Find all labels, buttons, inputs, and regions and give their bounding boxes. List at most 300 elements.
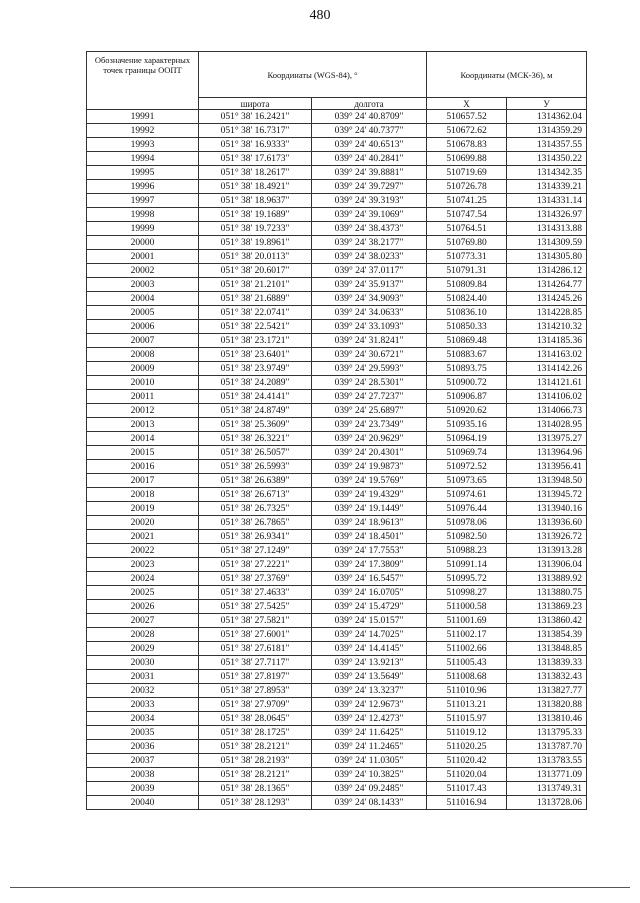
table-row bbox=[87, 600, 587, 614]
latitude-cell: 051° 38' 27.8953" bbox=[199, 684, 312, 698]
y-cell: 1313964.96 bbox=[507, 446, 587, 460]
y-cell: 1314142.26 bbox=[507, 362, 587, 376]
y-cell: 1314163.02 bbox=[507, 348, 587, 362]
y-cell: 1314245.26 bbox=[507, 292, 587, 306]
table-row bbox=[87, 110, 587, 124]
latitude-cell: 051° 38' 20.6017" bbox=[199, 264, 312, 278]
x-cell: 511002.17 bbox=[427, 628, 507, 642]
longitude-cell: 039° 24' 19.4329" bbox=[312, 488, 427, 502]
latitude-cell: 051° 38' 28.1725" bbox=[199, 726, 312, 740]
longitude-cell: 039° 24' 34.9093" bbox=[312, 292, 427, 306]
y-cell: 1313848.85 bbox=[507, 642, 587, 656]
point-id-cell: 19993 bbox=[87, 138, 199, 152]
table-row bbox=[87, 572, 587, 586]
latitude-cell: 051° 38' 28.2121" bbox=[199, 768, 312, 782]
longitude-cell: 039° 24' 25.6897" bbox=[312, 404, 427, 418]
latitude-cell: 051° 38' 19.1689" bbox=[199, 208, 312, 222]
table-row bbox=[87, 474, 587, 488]
x-cell: 510719.69 bbox=[427, 166, 507, 180]
y-cell: 1314339.21 bbox=[507, 180, 587, 194]
longitude-cell: 039° 24' 17.3809" bbox=[312, 558, 427, 572]
y-cell: 1314305.80 bbox=[507, 250, 587, 264]
latitude-cell: 051° 38' 27.6001" bbox=[199, 628, 312, 642]
latitude-cell: 051° 38' 28.2193" bbox=[199, 754, 312, 768]
longitude-cell: 039° 24' 16.0705" bbox=[312, 586, 427, 600]
latitude-cell: 051° 38' 26.5057" bbox=[199, 446, 312, 460]
point-id-cell: 20030 bbox=[87, 656, 199, 670]
table-row bbox=[87, 124, 587, 138]
point-id-cell: 20032 bbox=[87, 684, 199, 698]
table-row bbox=[87, 670, 587, 684]
x-cell: 510883.67 bbox=[427, 348, 507, 362]
x-cell: 510988.23 bbox=[427, 544, 507, 558]
point-id-cell: 20017 bbox=[87, 474, 199, 488]
y-cell: 1313913.28 bbox=[507, 544, 587, 558]
x-cell: 510869.48 bbox=[427, 334, 507, 348]
table-row bbox=[87, 740, 587, 754]
point-id-cell: 20026 bbox=[87, 600, 199, 614]
longitude-cell: 039° 24' 13.5649" bbox=[312, 670, 427, 684]
point-id-cell: 20000 bbox=[87, 236, 199, 250]
x-cell: 511013.21 bbox=[427, 698, 507, 712]
x-cell: 511000.58 bbox=[427, 600, 507, 614]
x-cell: 510672.62 bbox=[427, 124, 507, 138]
latitude-cell: 051° 38' 25.3609" bbox=[199, 418, 312, 432]
table-row bbox=[87, 726, 587, 740]
point-id-cell: 20037 bbox=[87, 754, 199, 768]
table-row bbox=[87, 278, 587, 292]
longitude-cell: 039° 24' 20.4301" bbox=[312, 446, 427, 460]
x-cell: 510726.78 bbox=[427, 180, 507, 194]
latitude-cell: 051° 38' 17.6173" bbox=[199, 152, 312, 166]
longitude-cell: 039° 24' 40.8709" bbox=[312, 110, 427, 124]
y-cell: 1314210.32 bbox=[507, 320, 587, 334]
latitude-cell: 051° 38' 27.2221" bbox=[199, 558, 312, 572]
point-id-cell: 20007 bbox=[87, 334, 199, 348]
latitude-cell: 051° 38' 26.5993" bbox=[199, 460, 312, 474]
latitude-cell: 051° 38' 18.2617" bbox=[199, 166, 312, 180]
x-cell: 511019.12 bbox=[427, 726, 507, 740]
x-cell: 511020.25 bbox=[427, 740, 507, 754]
longitude-cell: 039° 24' 17.7553" bbox=[312, 544, 427, 558]
y-cell: 1313936.60 bbox=[507, 516, 587, 530]
x-cell: 511001.69 bbox=[427, 614, 507, 628]
x-cell: 510850.33 bbox=[427, 320, 507, 334]
header-x: X bbox=[427, 98, 507, 110]
x-cell: 511015.97 bbox=[427, 712, 507, 726]
longitude-cell: 039° 24' 19.5769" bbox=[312, 474, 427, 488]
longitude-cell: 039° 24' 38.2177" bbox=[312, 236, 427, 250]
latitude-cell: 051° 38' 27.9709" bbox=[199, 698, 312, 712]
table-row bbox=[87, 502, 587, 516]
longitude-cell: 039° 24' 39.1069" bbox=[312, 208, 427, 222]
point-id-cell: 20021 bbox=[87, 530, 199, 544]
y-cell: 1313749.31 bbox=[507, 782, 587, 796]
table-row bbox=[87, 544, 587, 558]
latitude-cell: 051° 38' 27.6181" bbox=[199, 642, 312, 656]
point-id-cell: 20012 bbox=[87, 404, 199, 418]
table-row bbox=[87, 614, 587, 628]
y-cell: 1314121.61 bbox=[507, 376, 587, 390]
table-row bbox=[87, 180, 587, 194]
y-cell: 1314357.55 bbox=[507, 138, 587, 152]
x-cell: 511020.04 bbox=[427, 768, 507, 782]
point-id-cell: 20034 bbox=[87, 712, 199, 726]
y-cell: 1313728.06 bbox=[507, 796, 587, 810]
y-cell: 1314326.97 bbox=[507, 208, 587, 222]
table-row bbox=[87, 236, 587, 250]
table-row bbox=[87, 348, 587, 362]
latitude-cell: 051° 38' 23.9749" bbox=[199, 362, 312, 376]
x-cell: 510978.06 bbox=[427, 516, 507, 530]
x-cell: 510824.40 bbox=[427, 292, 507, 306]
latitude-cell: 051° 38' 24.8749" bbox=[199, 404, 312, 418]
y-cell: 1314264.77 bbox=[507, 278, 587, 292]
table-row bbox=[87, 138, 587, 152]
latitude-cell: 051° 38' 27.5425" bbox=[199, 600, 312, 614]
table-row bbox=[87, 362, 587, 376]
table-row bbox=[87, 558, 587, 572]
longitude-cell: 039° 24' 37.0117" bbox=[312, 264, 427, 278]
longitude-cell: 039° 24' 19.1449" bbox=[312, 502, 427, 516]
table-row bbox=[87, 418, 587, 432]
y-cell: 1313839.33 bbox=[507, 656, 587, 670]
table-row bbox=[87, 320, 587, 334]
y-cell: 1314028.95 bbox=[507, 418, 587, 432]
x-cell: 510809.84 bbox=[427, 278, 507, 292]
latitude-cell: 051° 38' 16.2421" bbox=[199, 110, 312, 124]
latitude-cell: 051° 38' 26.7865" bbox=[199, 516, 312, 530]
x-cell: 511017.43 bbox=[427, 782, 507, 796]
y-cell: 1314185.36 bbox=[507, 334, 587, 348]
x-cell: 510974.61 bbox=[427, 488, 507, 502]
point-id-cell: 19994 bbox=[87, 152, 199, 166]
point-id-cell: 20027 bbox=[87, 614, 199, 628]
longitude-cell: 039° 24' 18.9613" bbox=[312, 516, 427, 530]
longitude-cell: 039° 24' 33.1093" bbox=[312, 320, 427, 334]
x-cell: 510969.74 bbox=[427, 446, 507, 460]
y-cell: 1314066.73 bbox=[507, 404, 587, 418]
latitude-cell: 051° 38' 24.4141" bbox=[199, 390, 312, 404]
point-id-cell: 20015 bbox=[87, 446, 199, 460]
longitude-cell: 039° 24' 39.7297" bbox=[312, 180, 427, 194]
point-id-cell: 20010 bbox=[87, 376, 199, 390]
longitude-cell: 039° 24' 38.0233" bbox=[312, 250, 427, 264]
longitude-cell: 039° 24' 28.5301" bbox=[312, 376, 427, 390]
x-cell: 510973.65 bbox=[427, 474, 507, 488]
y-cell: 1314359.29 bbox=[507, 124, 587, 138]
y-cell: 1314309.59 bbox=[507, 236, 587, 250]
longitude-cell: 039° 24' 40.7377" bbox=[312, 124, 427, 138]
point-id-cell: 20016 bbox=[87, 460, 199, 474]
x-cell: 510972.52 bbox=[427, 460, 507, 474]
point-id-cell: 20024 bbox=[87, 572, 199, 586]
point-id-cell: 20006 bbox=[87, 320, 199, 334]
point-id-cell: 20020 bbox=[87, 516, 199, 530]
table-row bbox=[87, 642, 587, 656]
table-row bbox=[87, 684, 587, 698]
point-id-cell: 20008 bbox=[87, 348, 199, 362]
bottom-rule bbox=[10, 887, 630, 888]
x-cell: 510991.14 bbox=[427, 558, 507, 572]
latitude-cell: 051° 38' 23.6401" bbox=[199, 348, 312, 362]
point-id-cell: 20002 bbox=[87, 264, 199, 278]
latitude-cell: 051° 38' 16.7317" bbox=[199, 124, 312, 138]
point-id-cell: 19996 bbox=[87, 180, 199, 194]
x-cell: 510791.31 bbox=[427, 264, 507, 278]
y-cell: 1313783.55 bbox=[507, 754, 587, 768]
point-id-cell: 20014 bbox=[87, 432, 199, 446]
y-cell: 1313926.72 bbox=[507, 530, 587, 544]
latitude-cell: 051° 38' 24.2089" bbox=[199, 376, 312, 390]
latitude-cell: 051° 38' 22.5421" bbox=[199, 320, 312, 334]
x-cell: 510764.51 bbox=[427, 222, 507, 236]
longitude-cell: 039° 24' 39.8881" bbox=[312, 166, 427, 180]
table-row bbox=[87, 516, 587, 530]
longitude-cell: 039° 24' 14.7025" bbox=[312, 628, 427, 642]
latitude-cell: 051° 38' 27.1249" bbox=[199, 544, 312, 558]
point-id-cell: 19999 bbox=[87, 222, 199, 236]
table-row bbox=[87, 796, 587, 810]
y-cell: 1313832.43 bbox=[507, 670, 587, 684]
point-id-cell: 20039 bbox=[87, 782, 199, 796]
point-id-cell: 20003 bbox=[87, 278, 199, 292]
y-cell: 1314286.12 bbox=[507, 264, 587, 278]
y-cell: 1313771.09 bbox=[507, 768, 587, 782]
table-row bbox=[87, 166, 587, 180]
latitude-cell: 051° 38' 23.1721" bbox=[199, 334, 312, 348]
longitude-cell: 039° 24' 18.4501" bbox=[312, 530, 427, 544]
latitude-cell: 051° 38' 28.0645" bbox=[199, 712, 312, 726]
latitude-cell: 051° 38' 18.4921" bbox=[199, 180, 312, 194]
longitude-cell: 039° 24' 23.7349" bbox=[312, 418, 427, 432]
x-cell: 510982.50 bbox=[427, 530, 507, 544]
x-cell: 510769.80 bbox=[427, 236, 507, 250]
longitude-cell: 039° 24' 20.9629" bbox=[312, 432, 427, 446]
longitude-cell: 039° 24' 15.0157" bbox=[312, 614, 427, 628]
latitude-cell: 051° 38' 18.9637" bbox=[199, 194, 312, 208]
latitude-cell: 051° 38' 26.6713" bbox=[199, 488, 312, 502]
table-row bbox=[87, 782, 587, 796]
y-cell: 1313787.70 bbox=[507, 740, 587, 754]
x-cell: 510657.52 bbox=[427, 110, 507, 124]
longitude-cell: 039° 24' 15.4729" bbox=[312, 600, 427, 614]
x-cell: 510995.72 bbox=[427, 572, 507, 586]
y-cell: 1313860.42 bbox=[507, 614, 587, 628]
header-latitude: широта bbox=[199, 98, 312, 110]
table-row bbox=[87, 488, 587, 502]
point-id-cell: 20013 bbox=[87, 418, 199, 432]
latitude-cell: 051° 38' 26.7325" bbox=[199, 502, 312, 516]
latitude-cell: 051° 38' 19.7233" bbox=[199, 222, 312, 236]
point-id-cell: 19991 bbox=[87, 110, 199, 124]
longitude-cell: 039° 24' 31.8241" bbox=[312, 334, 427, 348]
y-cell: 1313854.39 bbox=[507, 628, 587, 642]
latitude-cell: 051° 38' 27.4633" bbox=[199, 586, 312, 600]
point-id-cell: 20001 bbox=[87, 250, 199, 264]
y-cell: 1314106.02 bbox=[507, 390, 587, 404]
point-id-cell: 20018 bbox=[87, 488, 199, 502]
point-id-cell: 20022 bbox=[87, 544, 199, 558]
table-row bbox=[87, 250, 587, 264]
x-cell: 511020.42 bbox=[427, 754, 507, 768]
x-cell: 510976.44 bbox=[427, 502, 507, 516]
longitude-cell: 039° 24' 40.2841" bbox=[312, 152, 427, 166]
latitude-cell: 051° 38' 19.8961" bbox=[199, 236, 312, 250]
table-row bbox=[87, 264, 587, 278]
longitude-cell: 039° 24' 40.6513" bbox=[312, 138, 427, 152]
y-cell: 1314362.04 bbox=[507, 110, 587, 124]
longitude-cell: 039° 24' 16.5457" bbox=[312, 572, 427, 586]
y-cell: 1313795.33 bbox=[507, 726, 587, 740]
y-cell: 1313810.46 bbox=[507, 712, 587, 726]
longitude-cell: 039° 24' 27.7237" bbox=[312, 390, 427, 404]
longitude-cell: 039° 24' 30.6721" bbox=[312, 348, 427, 362]
longitude-cell: 039° 24' 39.3193" bbox=[312, 194, 427, 208]
x-cell: 511016.94 bbox=[427, 796, 507, 810]
x-cell: 510773.31 bbox=[427, 250, 507, 264]
longitude-cell: 039° 24' 38.4373" bbox=[312, 222, 427, 236]
y-cell: 1314342.35 bbox=[507, 166, 587, 180]
y-cell: 1313880.75 bbox=[507, 586, 587, 600]
table-row bbox=[87, 712, 587, 726]
longitude-cell: 039° 24' 08.1433" bbox=[312, 796, 427, 810]
point-id-cell: 20025 bbox=[87, 586, 199, 600]
latitude-cell: 051° 38' 27.7117" bbox=[199, 656, 312, 670]
latitude-cell: 051° 38' 28.1293" bbox=[199, 796, 312, 810]
y-cell: 1313906.04 bbox=[507, 558, 587, 572]
y-cell: 1313820.88 bbox=[507, 698, 587, 712]
point-id-cell: 20019 bbox=[87, 502, 199, 516]
x-cell: 511002.66 bbox=[427, 642, 507, 656]
point-id-cell: 19995 bbox=[87, 166, 199, 180]
longitude-cell: 039° 24' 29.5993" bbox=[312, 362, 427, 376]
table-row bbox=[87, 208, 587, 222]
point-id-cell: 19992 bbox=[87, 124, 199, 138]
latitude-cell: 051° 38' 22.0741" bbox=[199, 306, 312, 320]
y-cell: 1313940.16 bbox=[507, 502, 587, 516]
table-row bbox=[87, 376, 587, 390]
point-id-cell: 20029 bbox=[87, 642, 199, 656]
y-cell: 1313827.77 bbox=[507, 684, 587, 698]
x-cell: 510836.10 bbox=[427, 306, 507, 320]
page-number: 480 bbox=[309, 8, 331, 23]
y-cell: 1313889.92 bbox=[507, 572, 587, 586]
latitude-cell: 051° 38' 28.2121" bbox=[199, 740, 312, 754]
x-cell: 510900.72 bbox=[427, 376, 507, 390]
longitude-cell: 039° 24' 35.9137" bbox=[312, 278, 427, 292]
longitude-cell: 039° 24' 12.4273" bbox=[312, 712, 427, 726]
point-id-cell: 20040 bbox=[87, 796, 199, 810]
point-id-cell: 20011 bbox=[87, 390, 199, 404]
x-cell: 510678.83 bbox=[427, 138, 507, 152]
y-cell: 1313948.50 bbox=[507, 474, 587, 488]
y-cell: 1314350.22 bbox=[507, 152, 587, 166]
table-row bbox=[87, 586, 587, 600]
x-cell: 511010.96 bbox=[427, 684, 507, 698]
x-cell: 510747.54 bbox=[427, 208, 507, 222]
latitude-cell: 051° 38' 21.2101" bbox=[199, 278, 312, 292]
table-row bbox=[87, 446, 587, 460]
table-row bbox=[87, 194, 587, 208]
y-cell: 1314331.14 bbox=[507, 194, 587, 208]
table-row bbox=[87, 754, 587, 768]
longitude-cell: 039° 24' 34.0633" bbox=[312, 306, 427, 320]
x-cell: 510699.88 bbox=[427, 152, 507, 166]
table-row bbox=[87, 656, 587, 670]
table-row bbox=[87, 292, 587, 306]
x-cell: 511005.43 bbox=[427, 656, 507, 670]
longitude-cell: 039° 24' 14.4145" bbox=[312, 642, 427, 656]
y-cell: 1313956.41 bbox=[507, 460, 587, 474]
point-id-cell: 20005 bbox=[87, 306, 199, 320]
point-id-cell: 19997 bbox=[87, 194, 199, 208]
latitude-cell: 051° 38' 16.9333" bbox=[199, 138, 312, 152]
point-id-cell: 20028 bbox=[87, 628, 199, 642]
y-cell: 1314313.88 bbox=[507, 222, 587, 236]
longitude-cell: 039° 24' 11.0305" bbox=[312, 754, 427, 768]
table-row bbox=[87, 768, 587, 782]
coordinates-table bbox=[86, 51, 587, 810]
x-cell: 510893.75 bbox=[427, 362, 507, 376]
table-row bbox=[87, 432, 587, 446]
y-cell: 1313975.27 bbox=[507, 432, 587, 446]
latitude-cell: 051° 38' 27.8197" bbox=[199, 670, 312, 684]
longitude-cell: 039° 24' 19.9873" bbox=[312, 460, 427, 474]
x-cell: 511008.68 bbox=[427, 670, 507, 684]
longitude-cell: 039° 24' 13.3237" bbox=[312, 684, 427, 698]
longitude-cell: 039° 24' 11.2465" bbox=[312, 740, 427, 754]
x-cell: 510741.25 bbox=[427, 194, 507, 208]
latitude-cell: 051° 38' 21.6889" bbox=[199, 292, 312, 306]
point-id-cell: 20023 bbox=[87, 558, 199, 572]
header-y: У bbox=[507, 98, 587, 110]
point-id-cell: 19998 bbox=[87, 208, 199, 222]
table-row bbox=[87, 306, 587, 320]
y-cell: 1313945.72 bbox=[507, 488, 587, 502]
table-row bbox=[87, 334, 587, 348]
header-row-main bbox=[87, 52, 587, 98]
table-row bbox=[87, 698, 587, 712]
x-cell: 510964.19 bbox=[427, 432, 507, 446]
latitude-cell: 051° 38' 27.3769" bbox=[199, 572, 312, 586]
x-cell: 510920.62 bbox=[427, 404, 507, 418]
table-row bbox=[87, 628, 587, 642]
header-longitude: долгота bbox=[312, 98, 427, 110]
longitude-cell: 039° 24' 13.9213" bbox=[312, 656, 427, 670]
point-id-cell: 20031 bbox=[87, 670, 199, 684]
x-cell: 510906.87 bbox=[427, 390, 507, 404]
point-id-cell: 20004 bbox=[87, 292, 199, 306]
table-row bbox=[87, 390, 587, 404]
table-row bbox=[87, 530, 587, 544]
x-cell: 510935.16 bbox=[427, 418, 507, 432]
longitude-cell: 039° 24' 12.9673" bbox=[312, 698, 427, 712]
header-wgs84: Координаты (WGS-84), ° bbox=[199, 52, 427, 98]
table-body bbox=[87, 110, 587, 810]
y-cell: 1313869.23 bbox=[507, 600, 587, 614]
latitude-cell: 051° 38' 27.5821" bbox=[199, 614, 312, 628]
longitude-cell: 039° 24' 09.2485" bbox=[312, 782, 427, 796]
longitude-cell: 039° 24' 10.3825" bbox=[312, 768, 427, 782]
table-row bbox=[87, 152, 587, 166]
latitude-cell: 051° 38' 26.6389" bbox=[199, 474, 312, 488]
table-row bbox=[87, 222, 587, 236]
point-id-cell: 20033 bbox=[87, 698, 199, 712]
latitude-cell: 051° 38' 28.1365" bbox=[199, 782, 312, 796]
latitude-cell: 051° 38' 20.0113" bbox=[199, 250, 312, 264]
point-id-cell: 20036 bbox=[87, 740, 199, 754]
